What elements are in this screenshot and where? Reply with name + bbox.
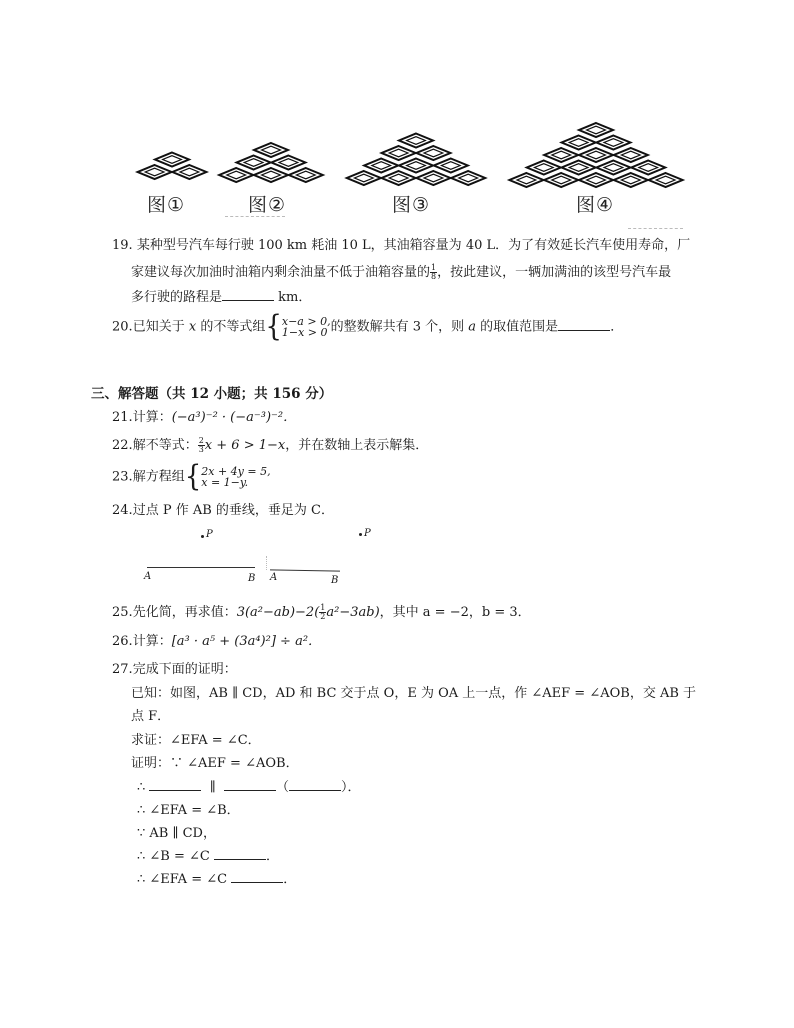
proof-step-2: ∴ ∠EFA = ∠B．	[137, 803, 240, 818]
proof-step-5	[137, 870, 296, 890]
diamond-shape	[451, 171, 485, 185]
variable: x	[188, 319, 197, 335]
diamond-shape-inner	[621, 151, 640, 159]
diamond-shape	[155, 153, 189, 167]
diamond-shape	[544, 173, 578, 187]
answer-blank[interactable]	[222, 288, 274, 301]
diamond-shape	[579, 123, 613, 137]
question-23	[112, 460, 271, 494]
answer-blank[interactable]	[558, 318, 610, 331]
question-text: ，其中 a = −2，b = 3．	[379, 605, 531, 620]
question-number: 23.	[112, 469, 133, 485]
diamond-shape	[399, 159, 433, 173]
diamond-shape-inner	[534, 164, 553, 172]
question-text: 某种型号汽车每行驶 100 km 耗油 10 L，其油箱容量为 40 L．为了有效延长汽车使用寿命，厂	[136, 238, 691, 253]
proof-step-4	[137, 847, 279, 867]
diamond-shape-inner	[621, 176, 640, 184]
figure-label-1: 图①	[147, 194, 186, 216]
question-text: 的取值范围是	[480, 319, 559, 335]
proof-text: ∴ ∠B = ∠C	[137, 849, 210, 864]
math-expression: [a³ · a⁵ + (3a⁴)²] ÷ a²．	[171, 634, 322, 649]
paren-close: ）．	[340, 780, 361, 795]
diamond-shape-inner	[459, 174, 478, 182]
diamond-shape	[254, 168, 288, 182]
paren-open: （	[275, 780, 289, 795]
diamond-shape	[631, 161, 665, 175]
diamond-shape	[254, 143, 288, 157]
point-p-dot	[201, 535, 204, 538]
segment-ab	[270, 569, 340, 571]
diamond-shape	[562, 161, 596, 175]
proof-text: ∴ ∠EFA = ∠C	[137, 872, 228, 887]
proof-to-prove: 求证：∠EFA = ∠C．	[131, 733, 261, 748]
diamond-shape-inner	[296, 171, 315, 179]
answer-blank[interactable]	[214, 847, 266, 860]
question-number: 21.	[112, 410, 133, 425]
math-expression: 3(a²−ab)−2(	[236, 605, 320, 620]
fraction-numerator: 1	[320, 603, 326, 612]
diamond-shape-inner	[656, 176, 675, 184]
question-text: 的不等式组	[200, 319, 266, 335]
question-text: 计算：	[132, 634, 172, 649]
question-text: 完成下面的证明：	[132, 662, 237, 677]
fraction-denominator: 2	[320, 612, 326, 621]
unit: km．	[278, 290, 312, 305]
fraction-denominator: 3	[198, 445, 204, 454]
question-text: 解不等式：	[132, 438, 198, 453]
fraction	[198, 437, 205, 454]
point-label-a: A	[270, 572, 278, 583]
proof-given-1: 已知：如图，AB ∥ CD，AD 和 BC 交于点 O，E 为 OA 上一点，作 ∠AEF = ∠AOB，交 AB 于	[131, 686, 697, 701]
diamond-shape	[237, 156, 271, 170]
diamond-shape-inner	[639, 164, 658, 172]
inequality-2: 1−x > 0	[281, 326, 328, 339]
point-label-b: B	[331, 575, 339, 586]
diamond-shape	[579, 148, 613, 162]
figure-label-4: 图④	[576, 194, 615, 216]
question-number: 19.	[112, 238, 133, 253]
therefore-symbol: ∴	[137, 780, 146, 795]
diamond-shape-inner	[227, 171, 246, 179]
question-20	[112, 310, 624, 344]
diamond-shape-inner	[424, 149, 443, 157]
question-number: 22.	[112, 438, 133, 453]
diamond-shape	[596, 136, 630, 150]
brace: {	[184, 460, 202, 494]
question-number: 25.	[112, 605, 133, 620]
diamond-shape-inner	[569, 164, 588, 172]
diamond-shape	[544, 148, 578, 162]
diamond-shape	[509, 173, 543, 187]
diamond-shape	[399, 134, 433, 148]
question-text: ，并在数轴上表示解集．	[285, 438, 429, 453]
diamond-shape	[416, 146, 450, 160]
diamond-shape-inner	[354, 174, 373, 182]
point-label-p: P	[206, 529, 213, 540]
diamond-shape	[614, 173, 648, 187]
math-expression: (−a³)⁻² · (−a⁻³)⁻²．	[171, 410, 297, 425]
question-26	[112, 632, 321, 652]
proof-step-3: ∵ AB ∥ CD，	[137, 826, 216, 841]
figure-underline-dashes	[628, 228, 683, 229]
math-expression: a²−3ab)	[326, 605, 380, 620]
answer-blank[interactable]	[224, 778, 276, 791]
diamond-shape-inner	[279, 159, 298, 167]
question-19-line-3	[131, 288, 311, 308]
diamond-shape-inner	[389, 149, 408, 157]
diamond-shape-inner	[552, 151, 571, 159]
diamond-shape-inner	[372, 162, 391, 170]
diamond-shape-inner	[389, 174, 408, 182]
diamond-shape	[138, 165, 172, 179]
question-19-line-1	[112, 236, 690, 256]
proof-step-1	[137, 778, 361, 798]
question-text: 先化简，再求值：	[132, 605, 237, 620]
brace: {	[265, 310, 282, 344]
diamond-shape-inner	[604, 139, 623, 147]
punctuation: ．	[610, 319, 624, 335]
diamond-shape	[579, 173, 613, 187]
equation-1: 2x + 4y = 5,	[201, 465, 271, 478]
diamond-shape	[562, 136, 596, 150]
math-expression: x + 6 > 1−x	[204, 438, 286, 453]
segment-ab	[147, 567, 255, 568]
diamond-shape	[382, 171, 416, 185]
question-text: 家建议每次加油时油箱内剩余油量不低于油箱容量的	[131, 265, 431, 280]
diamond-shape	[614, 148, 648, 162]
diamond-shape-inner	[424, 174, 443, 182]
question-text: 多行驶的路程是	[131, 290, 223, 305]
diamond-shape-inner	[441, 162, 460, 170]
diamond-shape-inner	[569, 139, 588, 147]
diamond-shape	[289, 168, 323, 182]
diamond-shape-inner	[145, 168, 164, 176]
fraction-denominator: 8	[431, 272, 437, 281]
question-19-line-2	[131, 263, 671, 283]
diamond-shape-inner	[262, 146, 281, 154]
diamond-shape	[271, 156, 305, 170]
inequality-system	[282, 316, 331, 338]
diamond-shape-inner	[587, 126, 606, 134]
question-text: 计算：	[132, 410, 172, 425]
question-number: 27.	[112, 662, 133, 677]
diamond-shape	[172, 165, 206, 179]
diamond-shape-inner	[407, 137, 426, 145]
point-label-a: A	[144, 571, 152, 582]
diamond-shape-inner	[262, 171, 281, 179]
question-24	[112, 501, 334, 521]
diamond-shape	[649, 173, 683, 187]
point-label-p: P	[364, 528, 371, 539]
diamond-shape-inner	[407, 162, 426, 170]
proof-step-0: 证明：∵ ∠AEF = ∠AOB．	[131, 756, 299, 771]
answer-blank[interactable]	[231, 870, 283, 883]
diamond-shape	[596, 161, 630, 175]
question-25	[112, 603, 531, 623]
punctuation: ．	[266, 849, 280, 864]
diamond-shape	[219, 168, 253, 182]
question-text: ，按此建议，一辆加满油的该型号汽车最	[437, 265, 672, 280]
fraction-numerator: 2	[198, 436, 204, 445]
punctuation: ．	[283, 872, 297, 887]
question-21	[112, 408, 296, 428]
question-number: 24.	[112, 503, 133, 518]
diamond-shape	[527, 161, 561, 175]
figure-label-2: 图②	[248, 194, 287, 216]
answer-blank[interactable]	[289, 778, 341, 791]
question-text: 的整数解共有 3 个，则	[330, 319, 465, 335]
variable: a	[468, 319, 477, 335]
diamond-shape-inner	[517, 176, 536, 184]
question-text: 已知关于	[132, 319, 185, 335]
diamond-shape-inner	[587, 151, 606, 159]
answer-blank[interactable]	[149, 778, 201, 791]
diamond-shape-inner	[587, 176, 606, 184]
section-title: 三、解答题（共 12 小题；共 156 分）	[91, 386, 333, 402]
figure-label-3: 图③	[392, 194, 431, 216]
fraction-numerator: 1	[431, 263, 437, 272]
question-number: 20.	[112, 319, 133, 335]
question-text: 解方程组	[132, 469, 185, 485]
diamond-shape-inner	[244, 159, 263, 167]
divider-dots	[266, 556, 268, 570]
diamond-shape-inner	[552, 176, 571, 184]
inequality-1: x−a > 0,	[281, 315, 331, 328]
diamond-shape	[382, 146, 416, 160]
diamond-shape	[347, 171, 381, 185]
diamond-shape-inner	[180, 168, 199, 176]
diamond-shape	[434, 159, 468, 173]
point-p-dot	[359, 533, 362, 536]
diamond-shape-inner	[163, 156, 182, 164]
equation-system	[201, 466, 270, 488]
question-number: 26.	[112, 634, 133, 649]
parallel-symbol: ∥	[209, 780, 216, 795]
proof-given-2: 点 F．	[131, 709, 171, 724]
question-22	[112, 436, 428, 456]
diamond-shape	[364, 159, 398, 173]
figure-underline-dashes	[225, 216, 285, 217]
equation-2: x = 1−y.	[201, 476, 249, 489]
question-27	[112, 660, 237, 680]
diamond-shape	[416, 171, 450, 185]
question-text: 过点 P 作 AB 的垂线，垂足为 C．	[132, 503, 334, 518]
diamond-shape-inner	[604, 164, 623, 172]
point-label-b: B	[248, 573, 256, 584]
